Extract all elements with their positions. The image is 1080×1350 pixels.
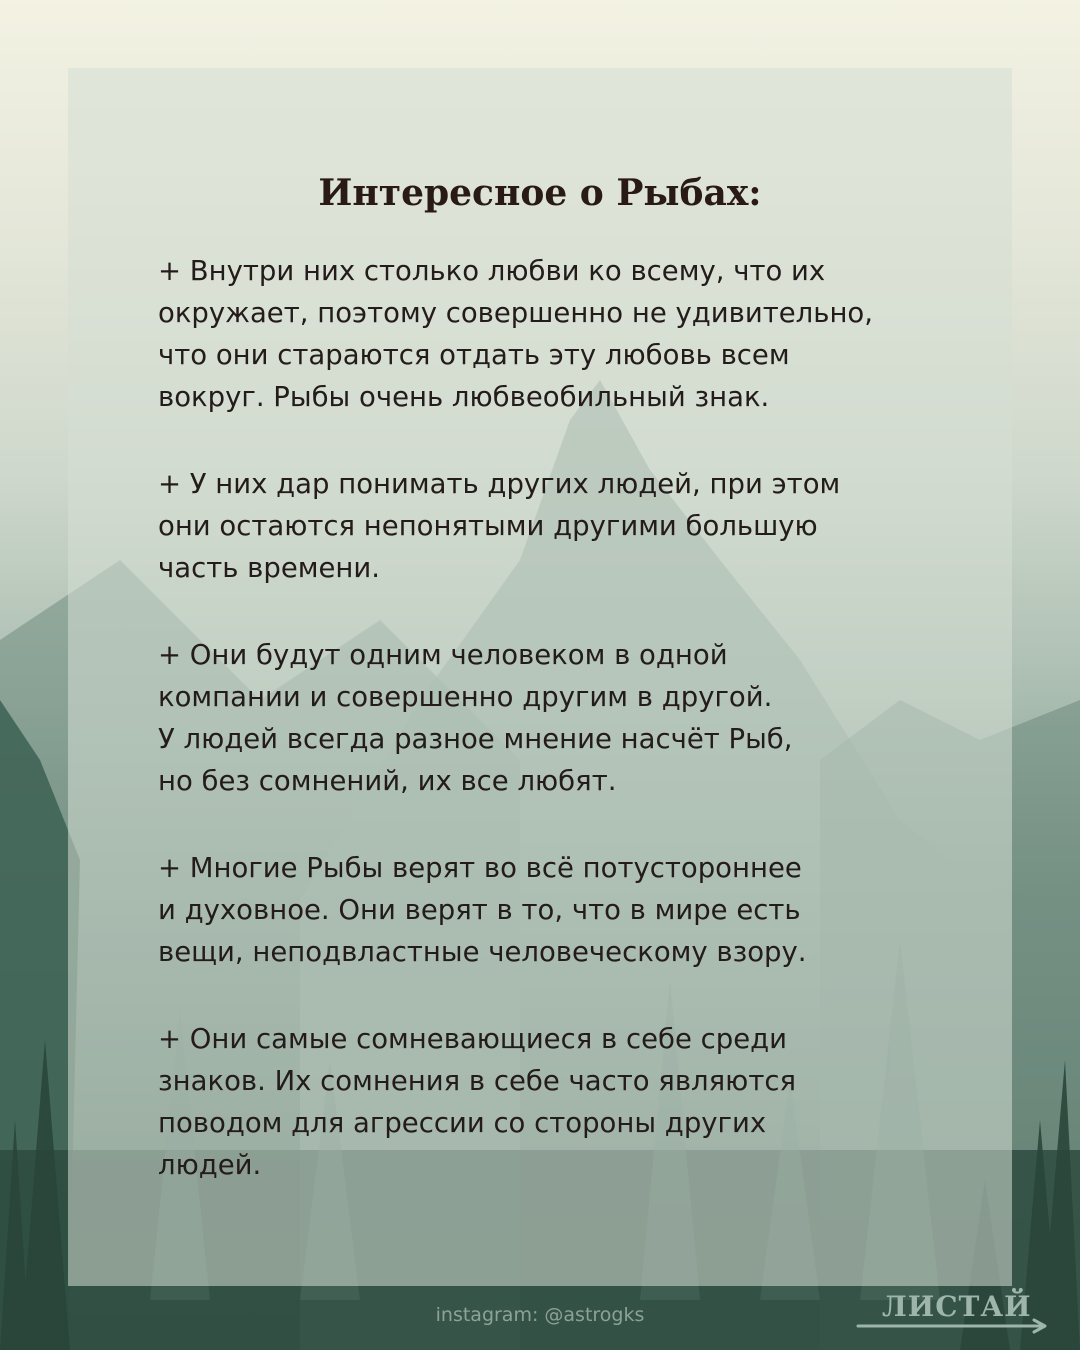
paragraph-1: + Внутри них столько любви ко всему, что их окружает, поэтому совершенно не удивительно, что они стараются отдать эту любовь всем вокруг. Рыбы очень любвеобильный знак. bbox=[158, 255, 873, 413]
paragraph-3: + Они будут одним человеком в одной компании и совершенно другим в другой. У людей всегда разное мнение насчёт Рыб, но без сомнений, их все любят. bbox=[158, 639, 793, 797]
paragraph-5: + Они самые сомневающиеся в себе среди знаков. Их сомнения в себе часто являются поводом для агрессии со стороны других людей. bbox=[158, 1023, 797, 1181]
swipe-label: ЛИСТАЙ bbox=[882, 1290, 1032, 1323]
swipe-button[interactable] bbox=[856, 1288, 1056, 1340]
instagram-handle: instagram: @astrogks bbox=[435, 1304, 645, 1326]
arrow-right-icon bbox=[856, 1318, 1051, 1334]
post-body bbox=[158, 250, 988, 1231]
post-title: Интересное о Рыбах: bbox=[318, 172, 762, 214]
paragraph-2: + У них дар понимать других людей, при этом они остаются непонятыми другими большую часть времени. bbox=[158, 468, 841, 584]
paragraph-4: + Многие Рыбы верят во всё потустороннее и духовное. Они верят в то, что в мире есть вещи, неподвластные человеческому взору. bbox=[158, 852, 807, 968]
